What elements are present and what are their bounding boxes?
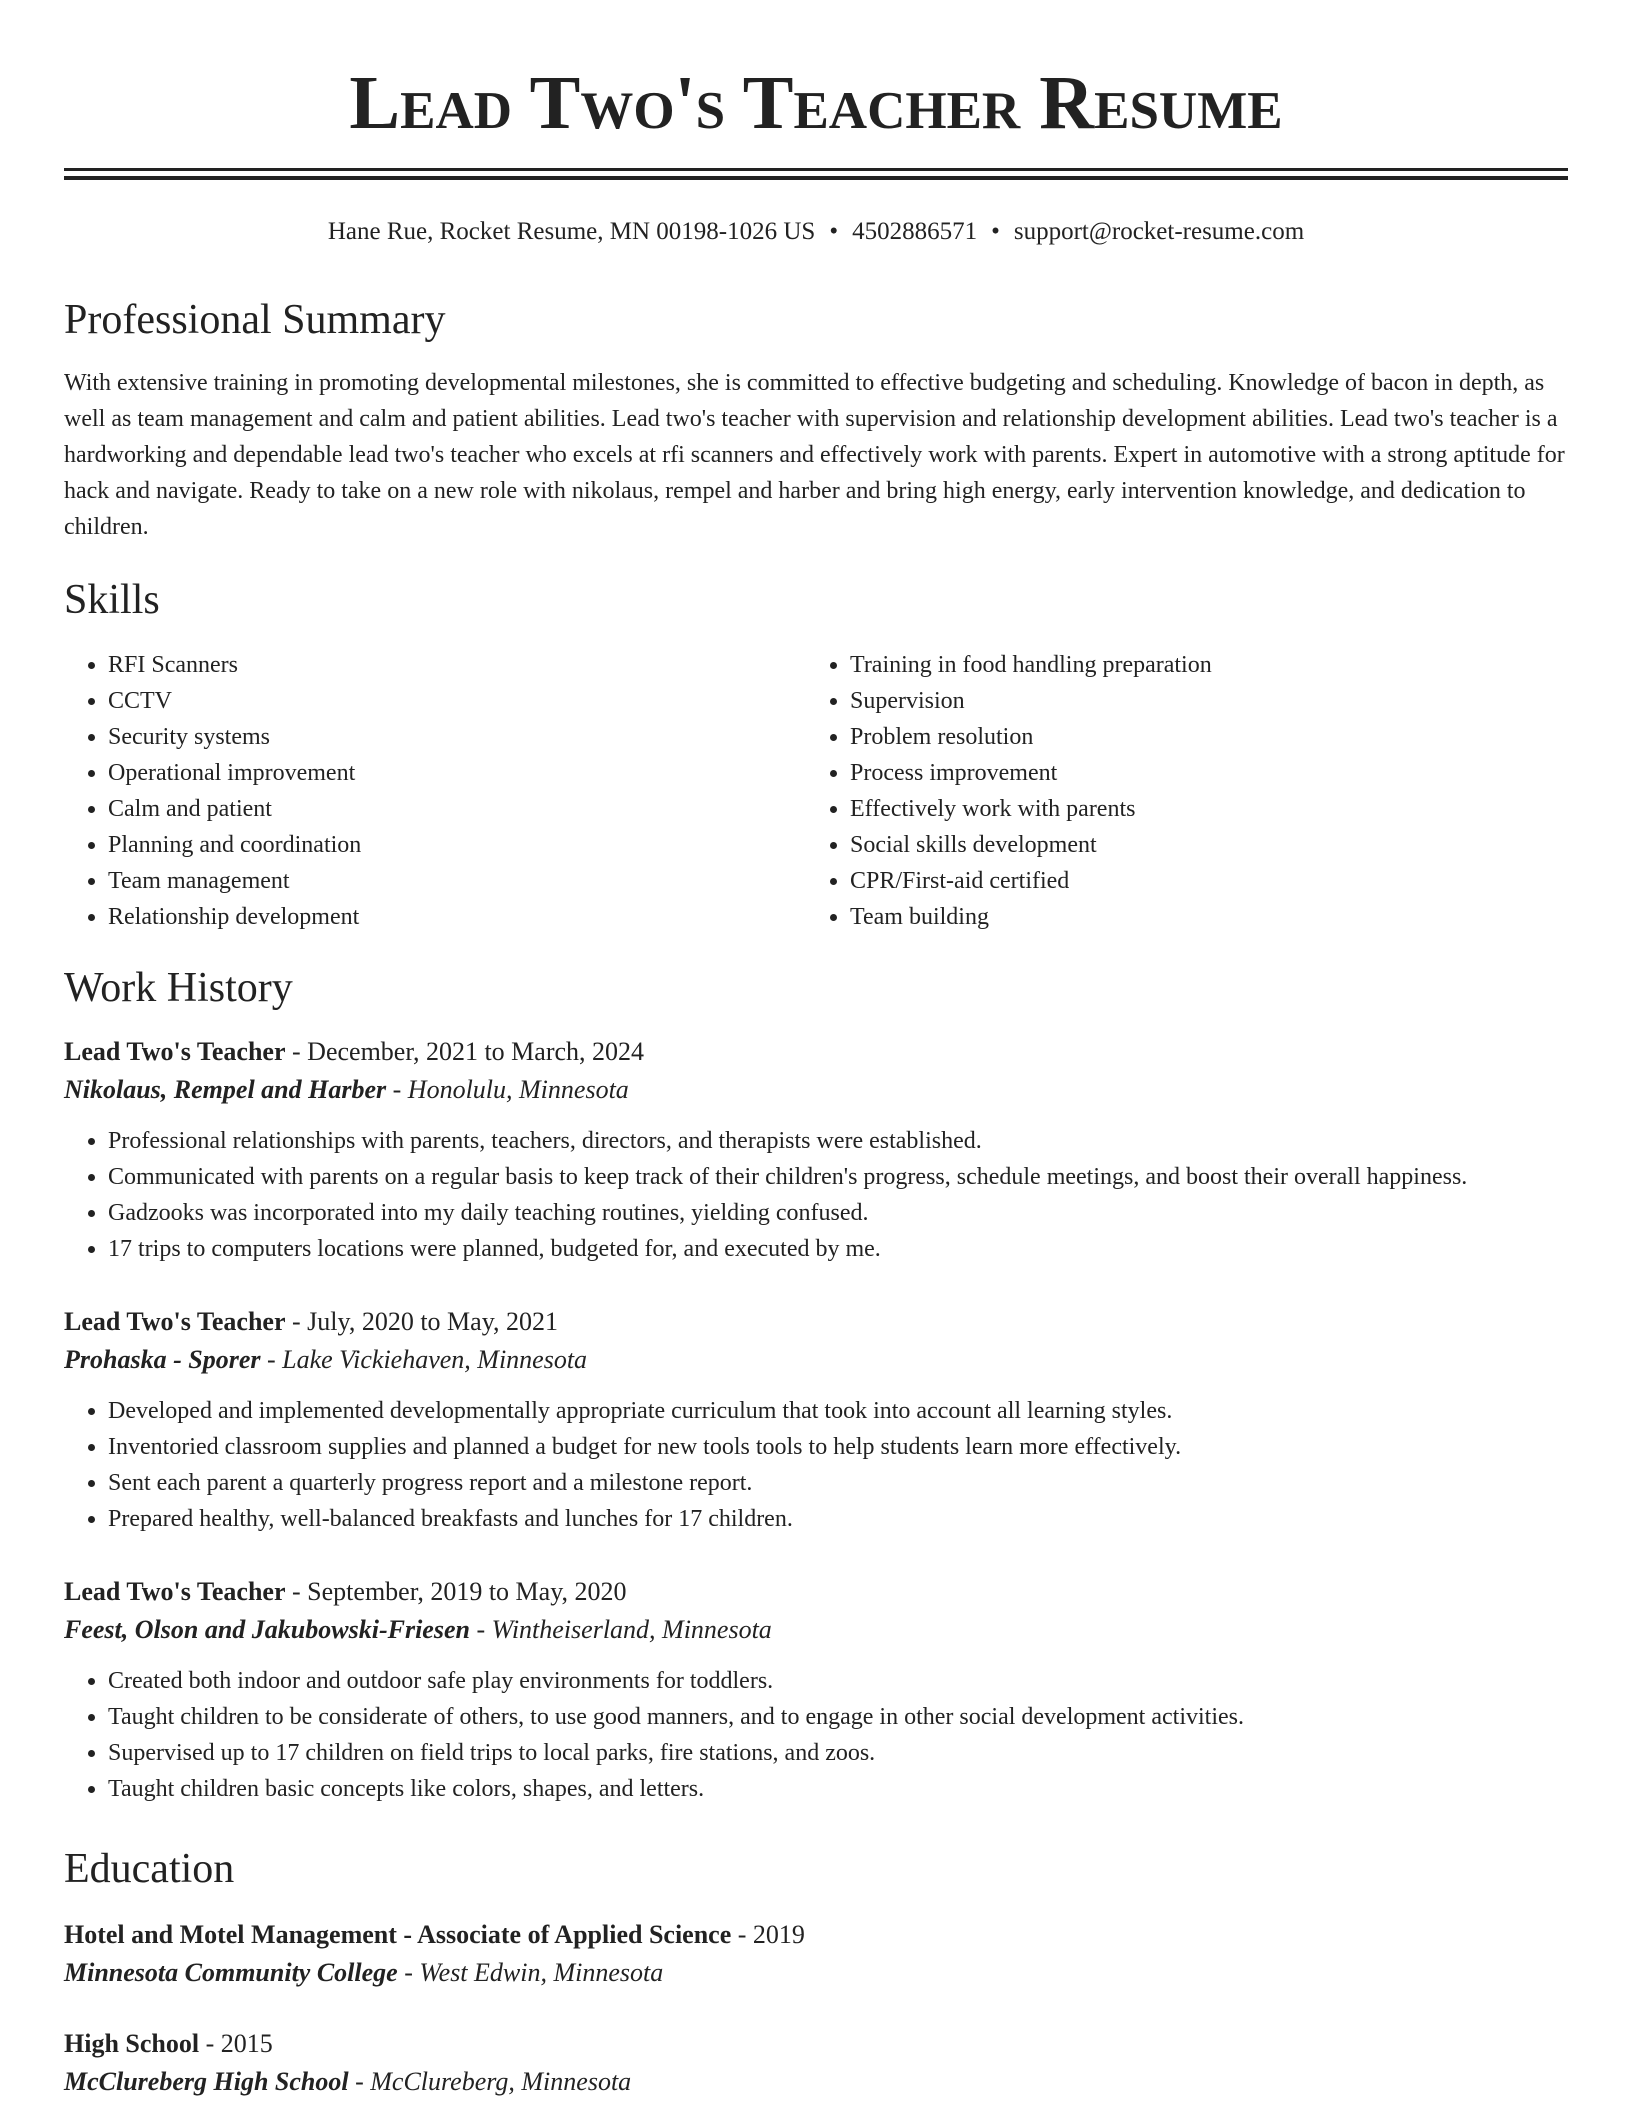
- contact-separator: •: [829, 218, 839, 245]
- skill-item: • RFI Scanners: [108, 647, 804, 683]
- title-divider-top: [64, 168, 1568, 171]
- education-header: [64, 1916, 1568, 1954]
- job-employer: [64, 1071, 1568, 1109]
- job-bullet: • Professional relationships with parents, teachers, directors, and therapists were established.: [108, 1123, 1568, 1159]
- resume-title: Lead Two's Teacher Resume: [349, 61, 1283, 145]
- job-bullet: • Taught children basic concepts like colors, shapes, and letters.: [108, 1771, 1568, 1807]
- summary-heading: Professional Summary: [64, 297, 446, 343]
- education-heading: Education: [64, 1846, 235, 1892]
- skill-item: • Problem resolution: [850, 719, 1546, 755]
- job-bullet: • Supervised up to 17 children on field trips to local parks, fire stations, and zoos.: [108, 1735, 1568, 1771]
- skills-column-left: [64, 647, 804, 935]
- title-divider-bottom: [64, 176, 1568, 180]
- job-bullet: • Taught children to be considerate of others, to use good manners, and to engage in other social development activities.: [108, 1699, 1568, 1735]
- job-bullet: • Sent each parent a quarterly progress report and a milestone report.: [108, 1465, 1568, 1501]
- job-dates: - December, 2021 to March, 2024: [285, 1037, 645, 1066]
- education-school-line: [64, 1954, 1568, 1992]
- contact-phone: 4502886571: [852, 218, 978, 245]
- job-location: - Lake Vickiehaven, Minnesota: [260, 1345, 588, 1374]
- contact-line: [0, 214, 1632, 250]
- skill-item: • Relationship development: [108, 899, 804, 935]
- education-entry: [64, 1916, 1568, 1992]
- summary-text: With extensive training in promoting developmental milestones, she is committed to effective budgeting and scheduling. Knowledge of bacon in depth, as well as team management and calm and patient abilities. Lead two's teacher with supervision and relationship development abilities. Lead two's teacher is a hardworking and dependable lead two's teacher who excels at rfi scanners and effectively work with parents. Expert in automotive with a strong aptitude for hack and navigate. Ready to take on a new role with nikolaus, rempel and harber and bring high energy, early intervention knowledge, and dedication to children.: [64, 370, 1565, 540]
- education-school: McClureberg High School: [64, 2067, 349, 2096]
- contact-address: Hane Rue, Rocket Resume, MN 00198-1026 US: [327, 218, 816, 245]
- skill-item: • Planning and coordination: [108, 827, 804, 863]
- job-header: [64, 1573, 1568, 1611]
- job-entry: [64, 1573, 1568, 1807]
- job-bullet: • 17 trips to computers locations were planned, budgeted for, and executed by me.: [108, 1231, 1568, 1267]
- job-location: - Wintheiserland, Minnesota: [469, 1615, 772, 1644]
- skill-item: • CPR/First-aid certified: [850, 863, 1546, 899]
- job-dates: - September, 2019 to May, 2020: [285, 1577, 627, 1606]
- skill-item: • Security systems: [108, 719, 804, 755]
- skill-item: • Team management: [108, 863, 804, 899]
- skill-item: • Social skills development: [850, 827, 1546, 863]
- skill-item: • Process improvement: [850, 755, 1546, 791]
- skill-item: • Effectively work with parents: [850, 791, 1546, 827]
- job-bullet: • Prepared healthy, well-balanced breakfasts and lunches for 17 children.: [108, 1501, 1568, 1537]
- job-entry: [64, 1033, 1568, 1267]
- job-employer: [64, 1341, 1568, 1379]
- job-header: [64, 1033, 1568, 1071]
- education-year: - 2015: [199, 2029, 273, 2058]
- education-degree: High School: [64, 2029, 200, 2058]
- education-location: - McClureberg, Minnesota: [348, 2067, 632, 2096]
- education-school: Minnesota Community College: [64, 1958, 398, 1987]
- job-company: Nikolaus, Rempel and Harber: [64, 1075, 387, 1104]
- skill-item: • CCTV: [108, 683, 804, 719]
- job-employer: [64, 1611, 1568, 1649]
- job-bullet: • Created both indoor and outdoor safe play environments for toddlers.: [108, 1663, 1568, 1699]
- skill-item: • Calm and patient: [108, 791, 804, 827]
- job-title: Lead Two's Teacher: [64, 1307, 286, 1336]
- job-title: Lead Two's Teacher: [64, 1037, 286, 1066]
- job-bullet: • Communicated with parents on a regular basis to keep track of their children's progress, schedule meetings, and boost their overall happiness.: [108, 1159, 1568, 1195]
- job-header: [64, 1303, 1568, 1341]
- skills-column-right: [806, 647, 1546, 935]
- contact-email[interactable]: support@rocket-resume.com: [1013, 218, 1305, 245]
- job-company: Feest, Olson and Jakubowski-Friesen: [64, 1615, 470, 1644]
- job-entry: [64, 1303, 1568, 1537]
- job-company: Prohaska - Sporer: [64, 1345, 261, 1374]
- education-location: - West Edwin, Minnesota: [397, 1958, 664, 1987]
- skills-heading: Skills: [64, 577, 160, 623]
- education-degree: Hotel and Motel Management - Associate of Applied Science: [64, 1920, 732, 1949]
- job-title: Lead Two's Teacher: [64, 1577, 286, 1606]
- education-header: [64, 2025, 1568, 2063]
- skill-item: • Training in food handling preparation: [850, 647, 1546, 683]
- education-school-line: [64, 2063, 1568, 2101]
- education-entry: [64, 2025, 1568, 2101]
- skill-item: • Operational improvement: [108, 755, 804, 791]
- skill-item: • Supervision: [850, 683, 1546, 719]
- contact-separator: •: [991, 218, 1000, 245]
- skill-item: • Team building: [850, 899, 1546, 935]
- education-year: - 2019: [731, 1920, 805, 1949]
- job-dates: - July, 2020 to May, 2021: [285, 1307, 559, 1336]
- job-bullet: • Inventoried classroom supplies and planned a budget for new tools tools to help students learn more effectively.: [108, 1429, 1568, 1465]
- job-bullet: • Developed and implemented developmentally appropriate curriculum that took into account all learning styles.: [108, 1393, 1568, 1429]
- job-bullet: • Gadzooks was incorporated into my daily teaching routines, yielding confused.: [108, 1195, 1568, 1231]
- work-history-heading: Work History: [64, 965, 293, 1011]
- job-location: - Honolulu, Minnesota: [386, 1075, 629, 1104]
